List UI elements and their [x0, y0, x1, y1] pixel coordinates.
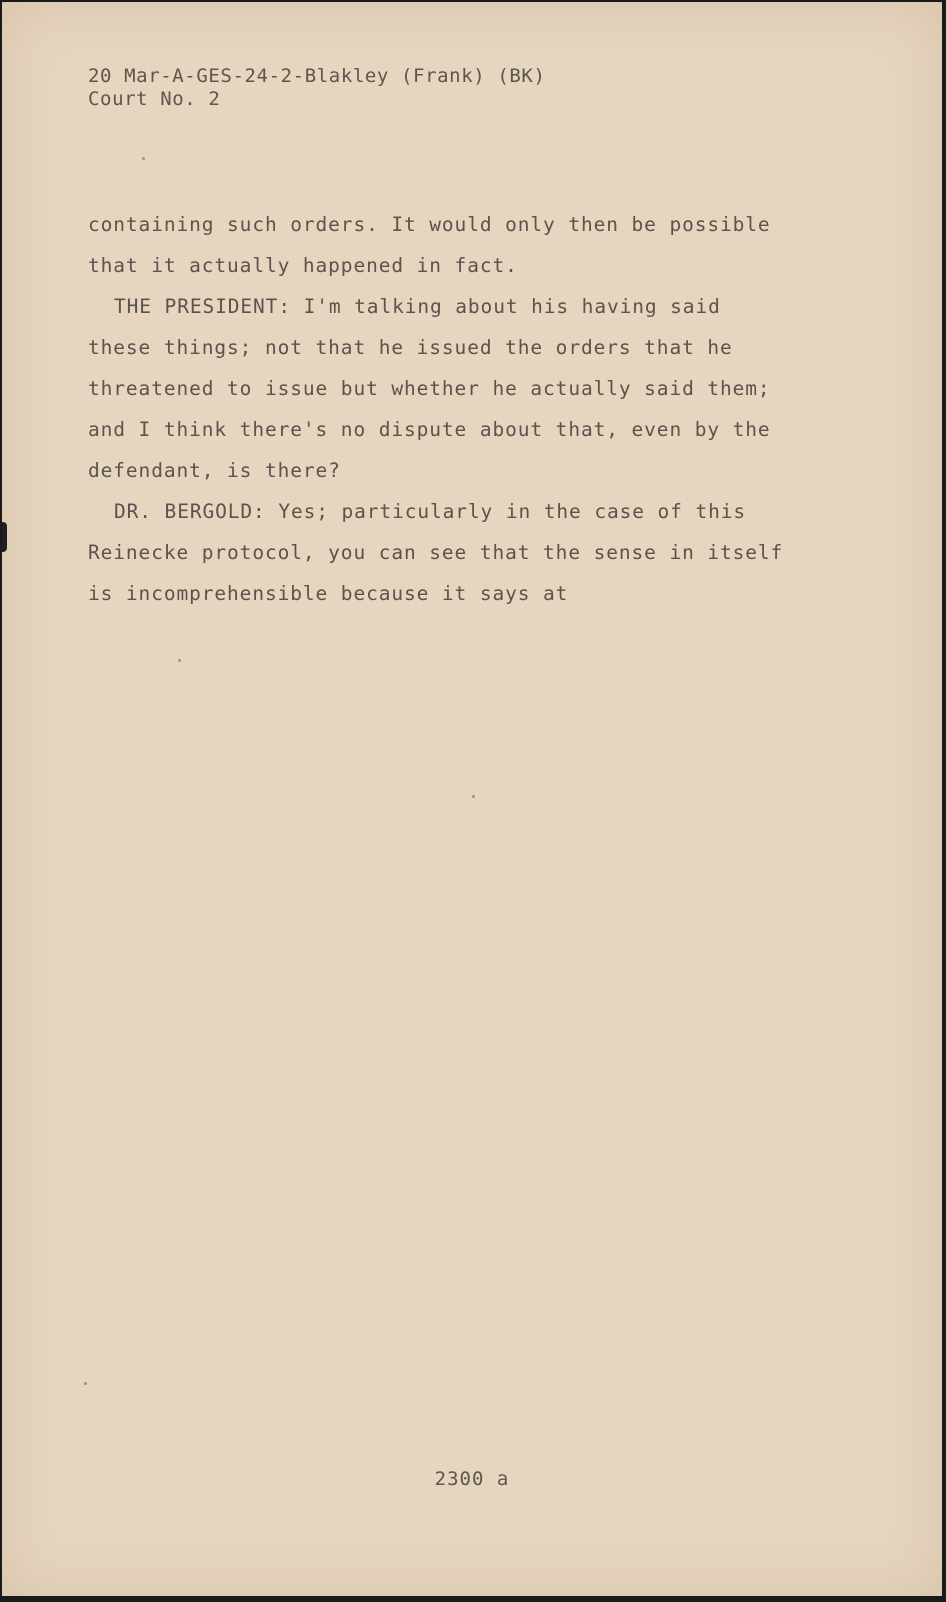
paper-speck	[84, 1382, 87, 1385]
paper-speck	[178, 659, 181, 662]
transcript-line: that it actually happened in fact.	[88, 254, 518, 277]
transcript-body	[88, 204, 784, 614]
header-case-reference: 20 Mar-A-GES-24-2-Blakley (Frank) (BK)	[88, 65, 546, 87]
page-number: 2300 a	[434, 1468, 510, 1490]
transcript-line-speaker: DR. BERGOLD: Yes; particularly in the case of this	[114, 500, 746, 523]
document-header	[88, 65, 545, 111]
transcript-line: threatened to issue but whether he actually said them;	[88, 377, 771, 400]
paper-speck	[472, 795, 475, 798]
document-page	[2, 2, 942, 1596]
binding-mark	[2, 522, 7, 552]
transcript-line: Reinecke protocol, you can see that the sense in itself	[88, 541, 784, 564]
transcript-line: containing such orders. It would only then be possible	[88, 213, 771, 236]
paper-speck	[142, 157, 145, 160]
transcript-line-speaker: THE PRESIDENT: I'm talking about his having said	[114, 295, 721, 318]
transcript-line: these things; not that he issued the orders that he	[88, 336, 733, 359]
transcript-line: and I think there's no dispute about that, even by the	[88, 418, 771, 441]
header-court-number: Court No. 2	[88, 88, 221, 110]
transcript-line: is incomprehensible because it says at	[88, 582, 569, 605]
transcript-line: defendant, is there?	[88, 459, 341, 482]
